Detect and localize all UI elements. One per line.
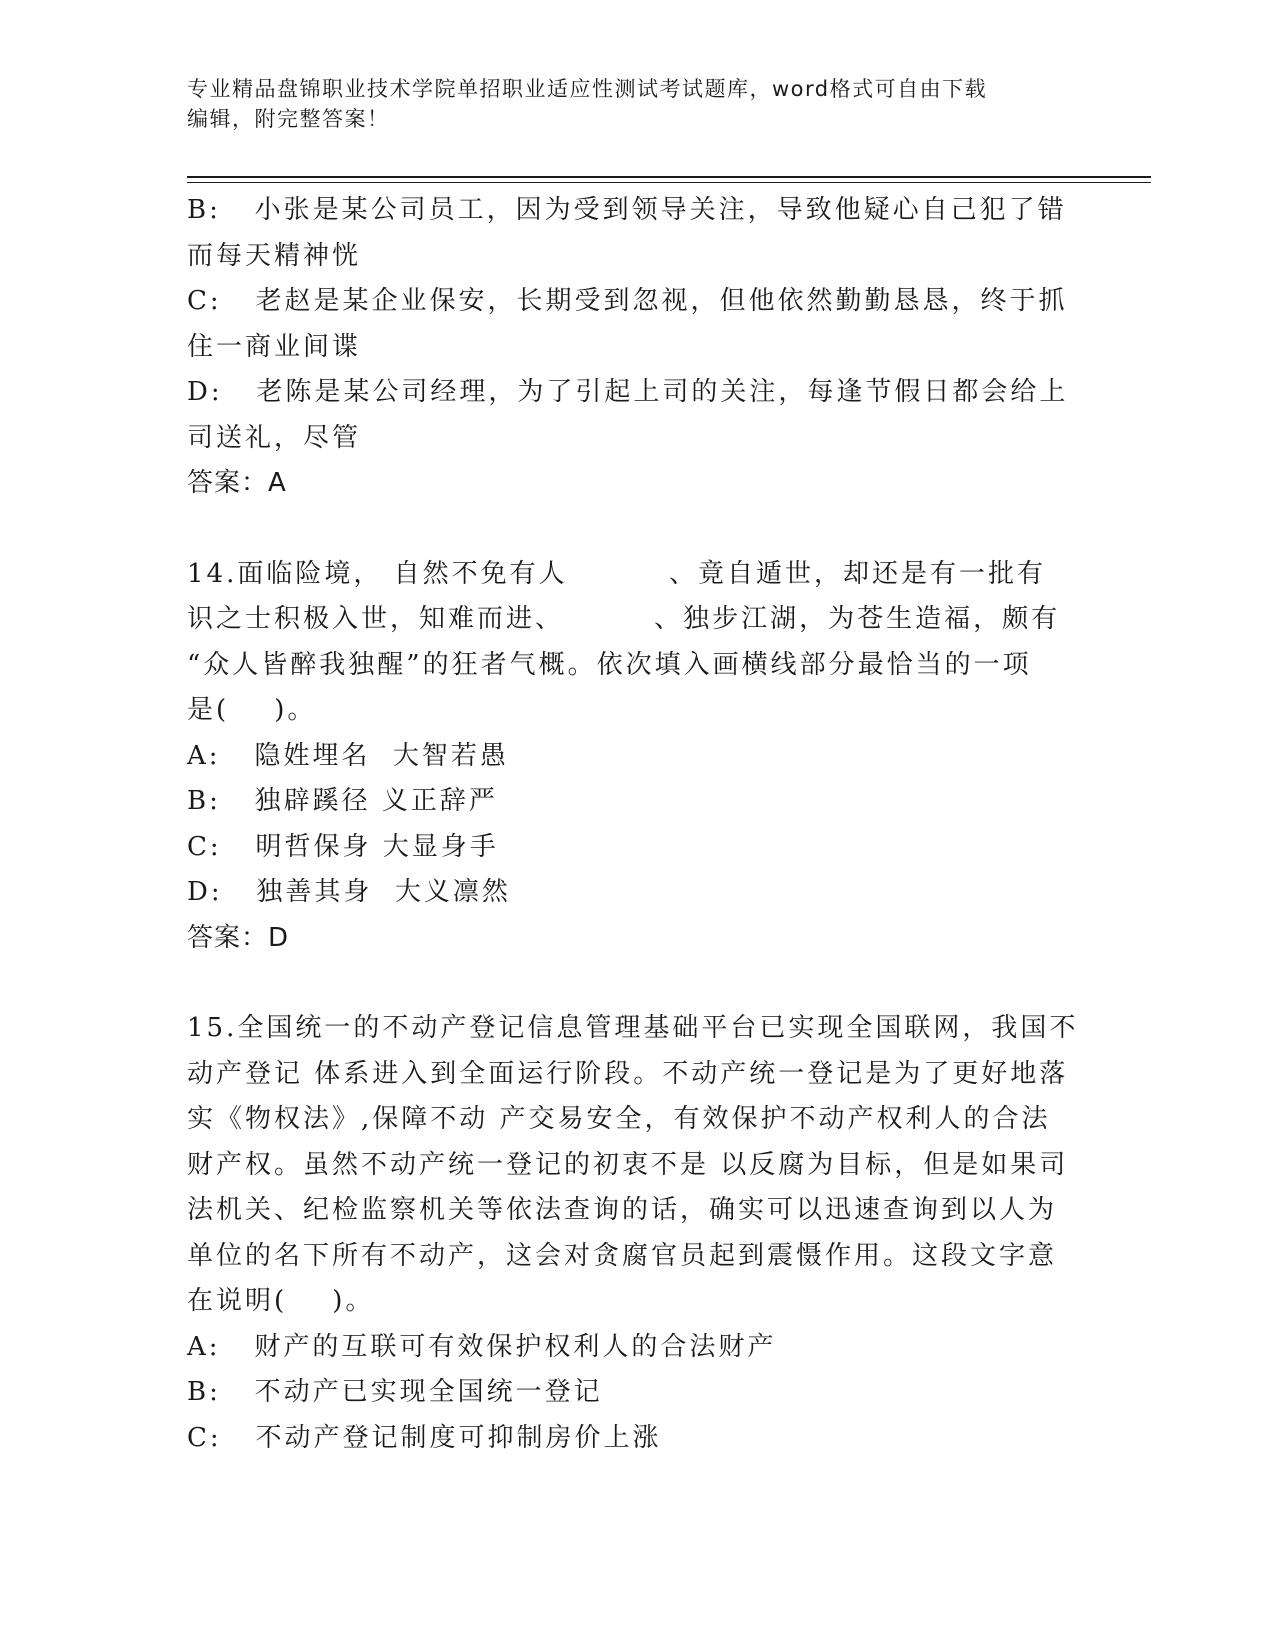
q15-stem-line-1: 15.全国统一的不动产登记信息管理基础平台已实现全国联网，我国不 (187, 1013, 1079, 1043)
q14-answer: 答案：D (187, 922, 290, 953)
q14-option-c: C: 明哲保身 大显身手 (187, 831, 499, 862)
header-rule-thin (187, 182, 1151, 183)
q14-option-a: A: 隐姓埋名 大智若愚 (187, 740, 509, 771)
q15-stem-line-7: 在说明( )。 (187, 1286, 375, 1316)
q14-stem-line-4: 是( )。 (187, 695, 317, 725)
header-rule-thick (187, 176, 1151, 178)
question-14 (187, 552, 1067, 962)
q13-option-b-line-1: B: 小张是某公司员工，因为受到领导关注，导致他疑心自己犯了错 (187, 195, 1067, 225)
q15-option-a: A: 财产的互联可有效保护权利人的合法财产 (187, 1331, 777, 1362)
q14-stem-line-1: 14.面临险境， 自然不免有人 、竟自遁世，却还是有一批有 (187, 558, 1046, 589)
question-15 (187, 1006, 1079, 1461)
document-body (187, 188, 1079, 1461)
q15-option-c: C: 不动产登记制度可抑制房价上涨 (187, 1422, 662, 1453)
q15-stem-line-6: 单位的名下所有不动产，这会对贪腐官员起到震慑作用。这段文字意 (187, 1240, 1058, 1271)
header-line-1: 专业精品盘锦职业技术学院单招职业适应性测试考试题库，word格式可自由下载 (187, 77, 988, 101)
q14-option-d: D: 独善其身 大义凛然 (187, 877, 511, 907)
q15-stem-line-5: 法机关、纪检监察机关等依法查询的话，确实可以迅速查询到以人为 (187, 1195, 1058, 1225)
spacer (187, 507, 1067, 552)
header-line-2: 编辑，附完整答案！ (187, 107, 390, 131)
q13-option-c-line-2: 住一商业间谍 (187, 331, 362, 362)
q14-stem-line-2: 识之士积极入世，知难而进、 、独步江湖，为苍生造福，颇有 (187, 604, 1061, 634)
q15-stem-line-2: 动产登记 体系进入到全面运行阶段。不动产统一登记是为了更好地落 (187, 1058, 1069, 1089)
q13-option-c-line-1: C: 老赵是某企业保安，长期受到忽视，但他依然勤勤恳恳，终于抓 (187, 286, 1068, 316)
spacer (187, 961, 1067, 1006)
q13-option-d-line-2: 司送礼，尽管 (187, 422, 362, 453)
q15-option-b: B: 不动产已实现全国统一登记 (187, 1377, 603, 1407)
q14-option-b: B: 独辟蹊径 义正辞严 (187, 786, 498, 816)
q13-option-d-line-1: D: 老陈是某公司经理，为了引起上司的关注，每逢节假日都会给上 (187, 377, 1069, 407)
q13-answer: 答案：A (187, 468, 287, 498)
document-header (187, 74, 1067, 134)
q15-stem-line-4: 财产权。虽然不动产统一登记的初衷不是 以反腐为目标，但是如果司 (187, 1149, 1069, 1180)
q15-stem-line-3: 实《物权法》,保障不动 产交易安全，有效保护不动产权利人的合法 (187, 1104, 1051, 1134)
q14-stem-line-3: “众人皆醉我独醒”的狂者气概。依次填入画横线部分最恰当的一项 (187, 649, 1032, 680)
q13-option-b-line-2: 而每天精神恍 (187, 240, 362, 271)
question-13 (187, 188, 1067, 507)
